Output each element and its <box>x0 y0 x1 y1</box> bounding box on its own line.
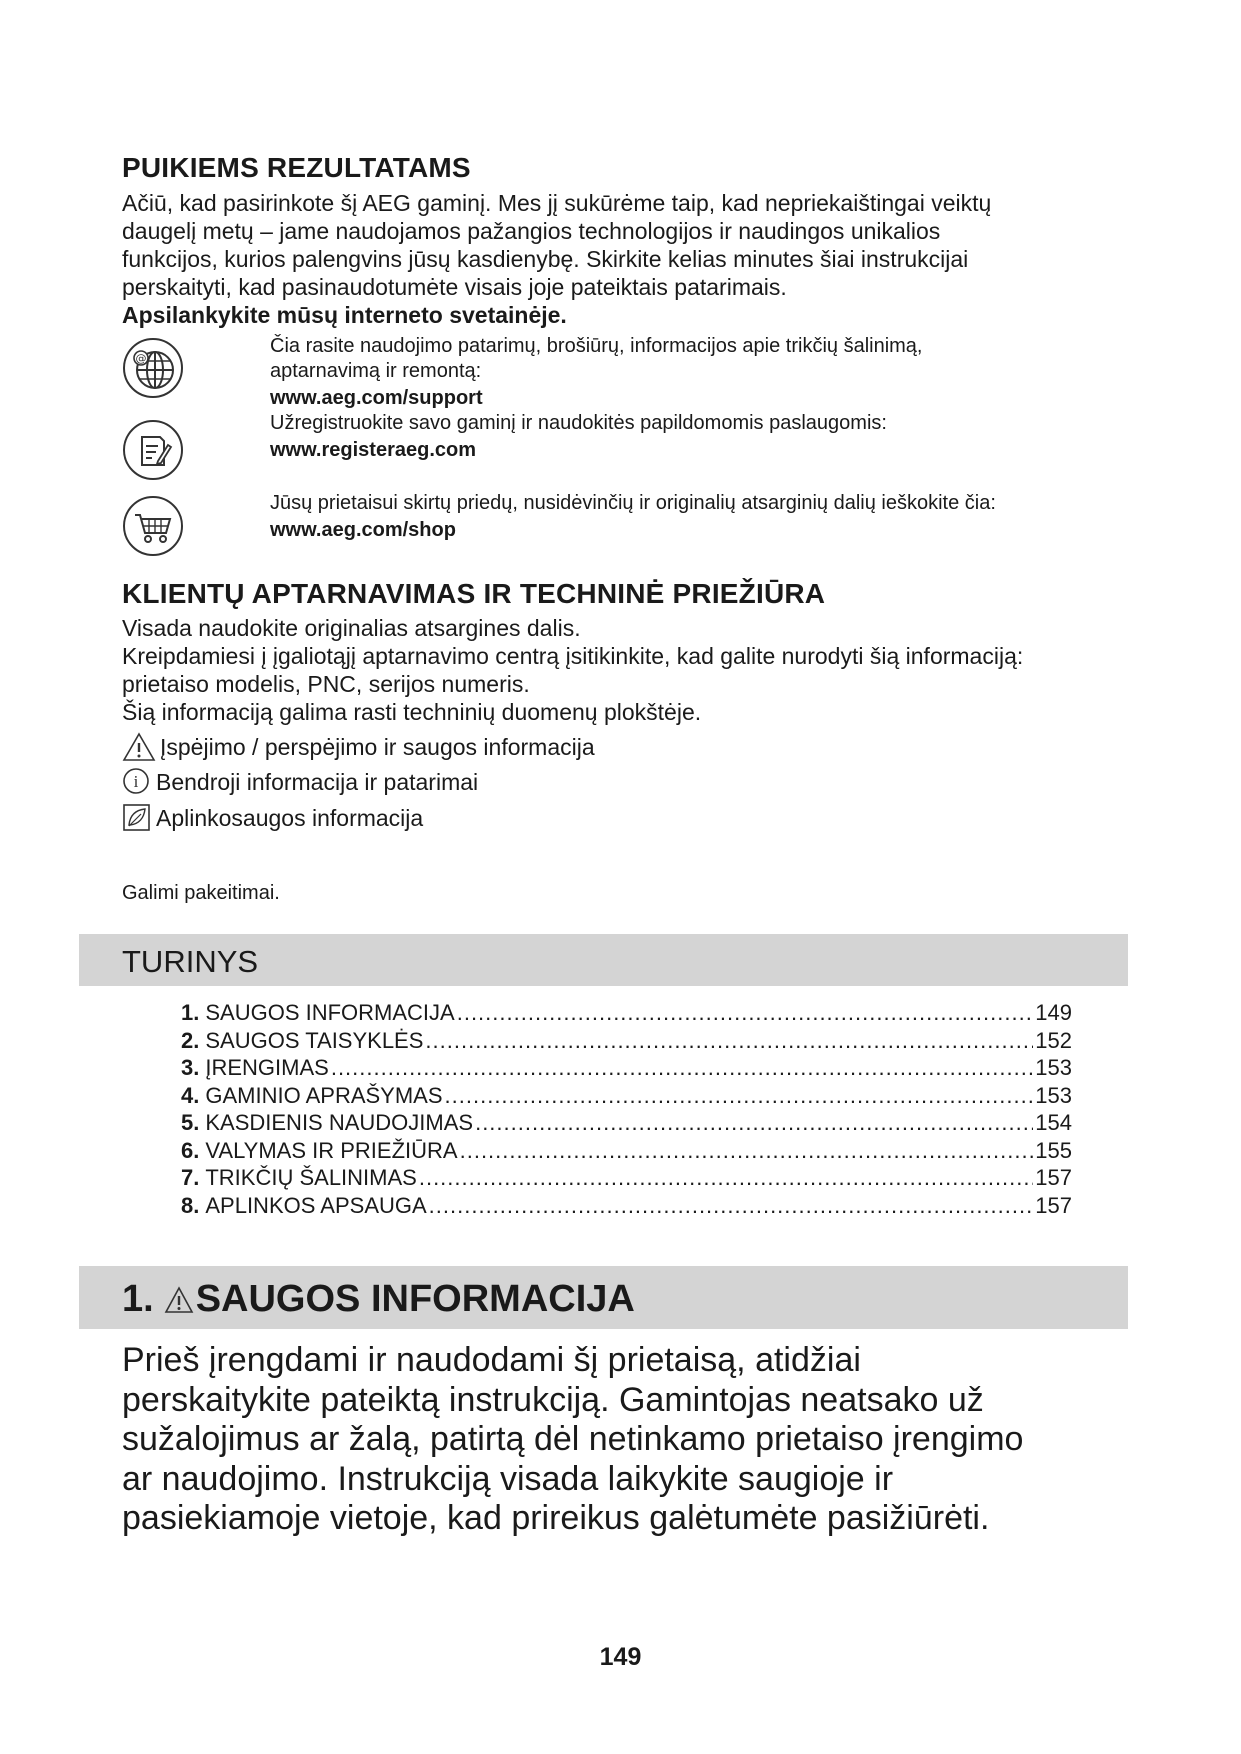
intro-heading: PUIKIEMS REZULTATAMS <box>122 152 471 183</box>
support-text: aptarnavimą ir remontą: <box>270 360 482 382</box>
safety-header-band <box>79 1266 1128 1329</box>
toc-list <box>181 1000 1072 1220</box>
toc-item-label: APLINKOS APSAUGA <box>205 1192 427 1218</box>
toc-item[interactable] <box>181 1000 1072 1028</box>
toc-item-page: 149 <box>1035 1000 1072 1025</box>
toc-item[interactable] <box>181 1193 1072 1221</box>
safety-line: ar naudojimo. Instrukciją visada laikykite saugioje ir <box>122 1459 894 1498</box>
svg-text:i: i <box>133 772 139 791</box>
safety-heading: SAUGOS INFORMACIJA <box>195 1278 635 1320</box>
service-line: Visada naudokite originalias atsargines dalis. <box>122 615 581 641</box>
legend-warning-label: Įspėjimo / perspėjimo ir saugos informacija <box>160 733 595 760</box>
toc-item-number: 8. <box>181 1192 200 1218</box>
toc-item-leader <box>419 1165 1033 1191</box>
toc-header-band <box>79 934 1128 986</box>
visit-website-text: Apsilankykite mūsų interneto svetainėje. <box>122 302 567 328</box>
page-number: 149 <box>599 1643 642 1671</box>
toc-item-label: VALYMAS IR PRIEŽIŪRA <box>205 1137 458 1163</box>
register-link[interactable]: www.registeraeg.com <box>270 439 476 461</box>
toc-item-number: 2. <box>181 1027 200 1053</box>
legend-warning <box>122 732 595 762</box>
toc-item[interactable] <box>181 1083 1072 1111</box>
toc-item-leader <box>425 1028 1033 1054</box>
intro-line: funkcijos, kurios palengvins jūsų kasdienybę. Skirkite kelias minutes šiai instrukcijai <box>122 246 969 272</box>
toc-item-page: 154 <box>1035 1110 1072 1135</box>
toc-item-label: SAUGOS TAISYKLĖS <box>205 1027 424 1053</box>
service-line: prietaiso modelis, PNC, serijos numeris. <box>122 671 530 697</box>
toc-item-label: KASDIENIS NAUDOJIMAS <box>205 1110 474 1135</box>
toc-item-page: 157 <box>1035 1192 1072 1218</box>
toc-item-number: 5. <box>181 1110 200 1135</box>
warning-icon <box>122 732 156 762</box>
register-form-icon <box>122 419 184 481</box>
service-heading: KLIENTŲ APTARNAVIMAS IR TECHNINĖ PRIEŽIŪRA <box>122 578 826 609</box>
register-text: Užregistruokite savo gaminį ir naudokitės papildomomis paslaugomis: <box>270 412 887 434</box>
toc-item-number: 4. <box>181 1082 200 1108</box>
safety-paragraph <box>122 1341 1172 1539</box>
toc-item-page: 152 <box>1035 1027 1072 1053</box>
intro-line: daugelį metų – jame naudojamos pažangios technologijos ir naudingos unikalios <box>122 218 941 244</box>
support-link[interactable]: www.aeg.com/support <box>270 387 483 409</box>
toc-item-leader <box>460 1138 1034 1164</box>
intro-paragraph <box>122 189 1122 329</box>
safety-line: perskaitykite pateiktą instrukciją. Gamintojas neatsako už <box>122 1380 984 1419</box>
toc-item-page: 157 <box>1035 1165 1072 1190</box>
toc-item-leader <box>429 1193 1034 1219</box>
svg-text:@: @ <box>135 352 147 365</box>
toc-item-label: SAUGOS INFORMACIJA <box>205 1000 455 1025</box>
legend-info <box>122 767 478 797</box>
toc-item[interactable] <box>181 1110 1072 1138</box>
toc-item-number: 7. <box>181 1165 200 1190</box>
toc-item-number: 6. <box>181 1137 200 1163</box>
legend-environment-label: Aplinkosaugos informacija <box>156 804 424 831</box>
safety-heading-row <box>122 1278 635 1321</box>
safety-line: sužalojimus ar žalą, patirtą dėl netinkamo prietaiso įrengimo <box>122 1420 1024 1458</box>
toc-item-leader <box>457 1000 1034 1026</box>
warning-icon <box>164 1286 194 1314</box>
service-line: Šią informaciją galima rasti techninių duomenų plokštėje. <box>122 699 702 725</box>
toc-item-number: 3. <box>181 1055 200 1080</box>
globe-icon <box>122 337 184 399</box>
safety-line: pasiekiamoje vietoje, kad prireikus galėtumėte pasižiūrėti. <box>122 1499 990 1537</box>
intro-line: Ačiū, kad pasirinkote šį AEG gaminį. Mes jį sukūrėme taip, kad nepriekaištingai veiktų <box>122 190 992 216</box>
shop-link[interactable]: www.aeg.com/shop <box>270 519 456 541</box>
info-icon <box>122 767 152 797</box>
toc-item-label: ĮRENGIMAS <box>205 1055 329 1080</box>
toc-item-number: 1. <box>181 1000 200 1025</box>
toc-item-label: TRIKČIŲ ŠALINIMAS <box>205 1165 417 1190</box>
toc-item[interactable] <box>181 1028 1072 1056</box>
toc-item-page: 153 <box>1035 1082 1072 1108</box>
support-block <box>270 334 1120 463</box>
toc-item-page: 155 <box>1035 1137 1072 1163</box>
toc-heading: TURINYS <box>122 944 259 979</box>
safety-line: Prieš įrengdami ir naudodami šį prietaisą, atidžiai <box>122 1341 861 1379</box>
toc-item-leader <box>331 1055 1033 1081</box>
toc-item-page: 153 <box>1035 1055 1072 1080</box>
support-text: Čia rasite naudojimo patarimų, brošiūrų, informacijos apie trikčių šalinimą, <box>270 335 923 357</box>
service-line: Kreipdamiesi į įgaliotąjį aptarnavimo centrą įsitikinkite, kad galite nurodyti šią informaciją: <box>122 643 1024 669</box>
legend-environment <box>122 803 423 833</box>
toc-item-leader <box>475 1110 1033 1136</box>
toc-item[interactable] <box>181 1165 1072 1193</box>
shop-text: Jūsų prietaisui skirtų priedų, nusidėvinčių ir originalių atsarginių dalių ieškokite čia: <box>270 492 996 514</box>
service-paragraph <box>122 614 1172 726</box>
changes-note: Galimi pakeitimai. <box>122 882 280 904</box>
shop-block <box>270 491 1120 543</box>
toc-item[interactable] <box>181 1055 1072 1083</box>
intro-line: perskaityti, kad pasinaudotumėte visais joje pateiktais patarimais. <box>122 274 787 300</box>
legend-info-label: Bendroji informacija ir patarimai <box>156 768 479 795</box>
toc-item[interactable] <box>181 1138 1072 1166</box>
safety-number: 1. <box>122 1278 154 1320</box>
leaf-icon <box>122 803 152 833</box>
toc-item-leader <box>445 1083 1034 1109</box>
toc-item-label: GAMINIO APRAŠYMAS <box>205 1082 443 1108</box>
shopping-cart-icon <box>122 495 184 557</box>
